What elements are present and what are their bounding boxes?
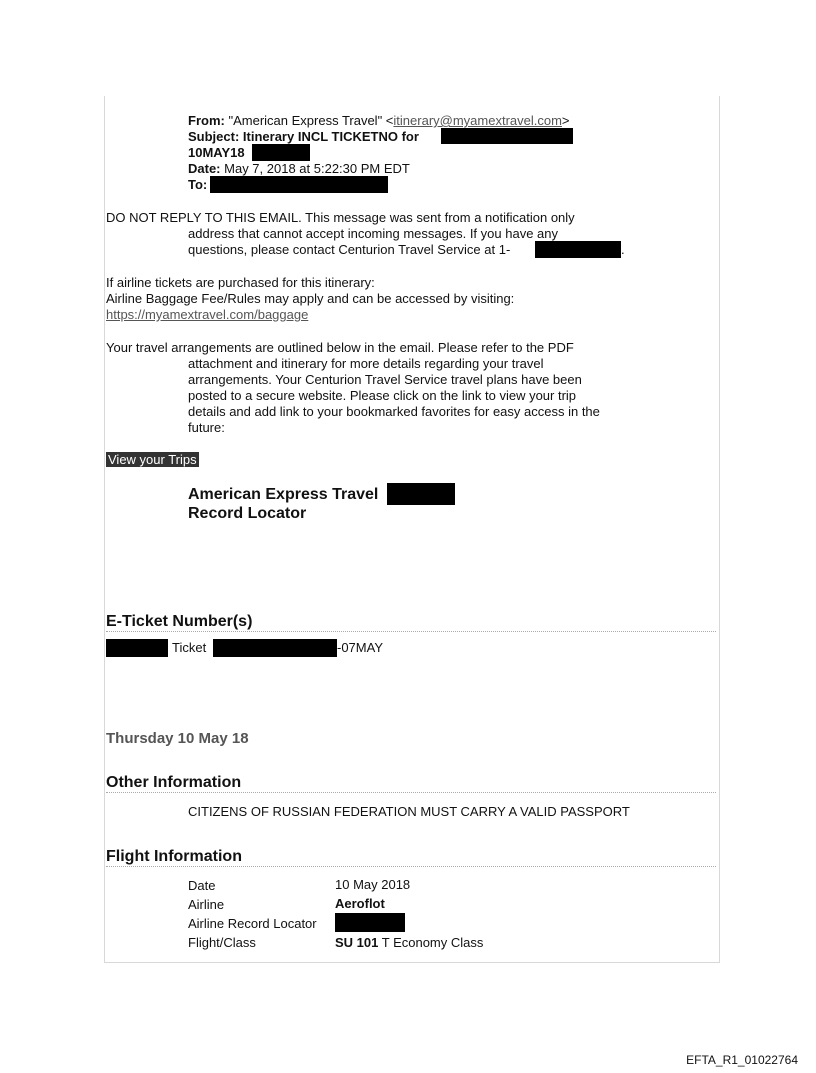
- baggage-line-2: Airline Baggage Fee/Rules may apply and can be accessed by visiting:: [106, 291, 515, 306]
- flight-class-label: Flight/Class: [188, 935, 256, 950]
- from-close: >: [561, 113, 570, 128]
- flight-date-label: Date: [188, 878, 216, 893]
- baggage-line-1: If airline tickets are purchased for this itinerary:: [106, 275, 375, 290]
- flight-date-value: 10 May 2018: [335, 877, 411, 892]
- from-line: [188, 113, 570, 128]
- ticket-label: Ticket: [172, 640, 207, 655]
- other-info-heading: Other Information: [106, 774, 242, 791]
- flight-record-locator-label: Airline Record Locator: [188, 916, 317, 931]
- day-heading: Thursday 10 May 18: [106, 730, 249, 747]
- redaction-box: [252, 144, 310, 161]
- section-divider: [106, 792, 716, 793]
- section-divider: [106, 866, 716, 867]
- notice-line-2: address that cannot accept incoming messages. If you have any: [188, 226, 558, 241]
- redaction-box: [441, 128, 573, 144]
- flight-info-heading: Flight Information: [106, 848, 242, 865]
- arrangements-line-3: arrangements. Your Centurion Travel Service travel plans have been: [188, 372, 582, 387]
- date-line: [188, 161, 410, 176]
- redaction-box: [535, 241, 621, 258]
- redaction-box: [213, 639, 337, 657]
- arrangements-line-4: posted to a secure website. Please click on the link to view your trip: [188, 388, 577, 403]
- notice-line-3: questions, please contact Centurion Travel Service at 1-: [188, 242, 511, 257]
- date-label: Date:: [188, 161, 221, 176]
- to-label: To:: [188, 177, 208, 192]
- notice-line-3-end: .: [621, 242, 625, 257]
- arrangements-line-1: Your travel arrangements are outlined below in the email. Please refer to the PDF: [106, 340, 574, 355]
- flight-class-value: [335, 935, 483, 950]
- from-value: "American Express Travel" <: [228, 113, 394, 128]
- from-label: From:: [188, 113, 225, 128]
- arrangements-line-6: future:: [188, 420, 225, 435]
- arrangements-line-2: attachment and itinerary for more details regarding your travel: [188, 356, 544, 371]
- flight-number: SU 101: [335, 935, 379, 950]
- redaction-box: [335, 913, 405, 932]
- notice-line-1: DO NOT REPLY TO THIS EMAIL. This message was sent from a notification only: [106, 210, 575, 225]
- flight-airline-value: Aeroflot: [335, 896, 385, 911]
- date-value: May 7, 2018 at 5:22:30 PM EDT: [224, 161, 410, 176]
- record-title: American Express Travel: [188, 486, 379, 503]
- arrangements-line-5: details and add link to your bookmarked favorites for easy access in the: [188, 404, 600, 419]
- redaction-box: [210, 176, 388, 193]
- document-id: EFTA_R1_01022764: [686, 1053, 798, 1067]
- redaction-box: [106, 639, 168, 657]
- view-trips-button[interactable]: View your Trips: [108, 452, 197, 467]
- redaction-box: [387, 483, 455, 505]
- flight-class: T Economy Class: [378, 935, 484, 950]
- subject-value: Itinerary INCL TICKETNO for: [242, 129, 419, 144]
- from-email-link[interactable]: itinerary@myamextravel.com: [393, 113, 562, 128]
- record-subtitle: Record Locator: [188, 505, 307, 522]
- section-divider: [106, 631, 716, 632]
- subject-line-2: 10MAY18: [188, 145, 245, 160]
- subject-label: Subject:: [188, 129, 240, 144]
- subject-line: [188, 129, 419, 144]
- ticket-suffix: -07MAY: [337, 640, 383, 655]
- other-info-text: CITIZENS OF RUSSIAN FEDERATION MUST CARRY A VALID PASSPORT: [188, 804, 630, 819]
- eticket-heading: E-Ticket Number(s): [106, 613, 253, 630]
- flight-airline-label: Airline: [188, 897, 225, 912]
- baggage-link[interactable]: https://myamextravel.com/baggage: [106, 307, 309, 322]
